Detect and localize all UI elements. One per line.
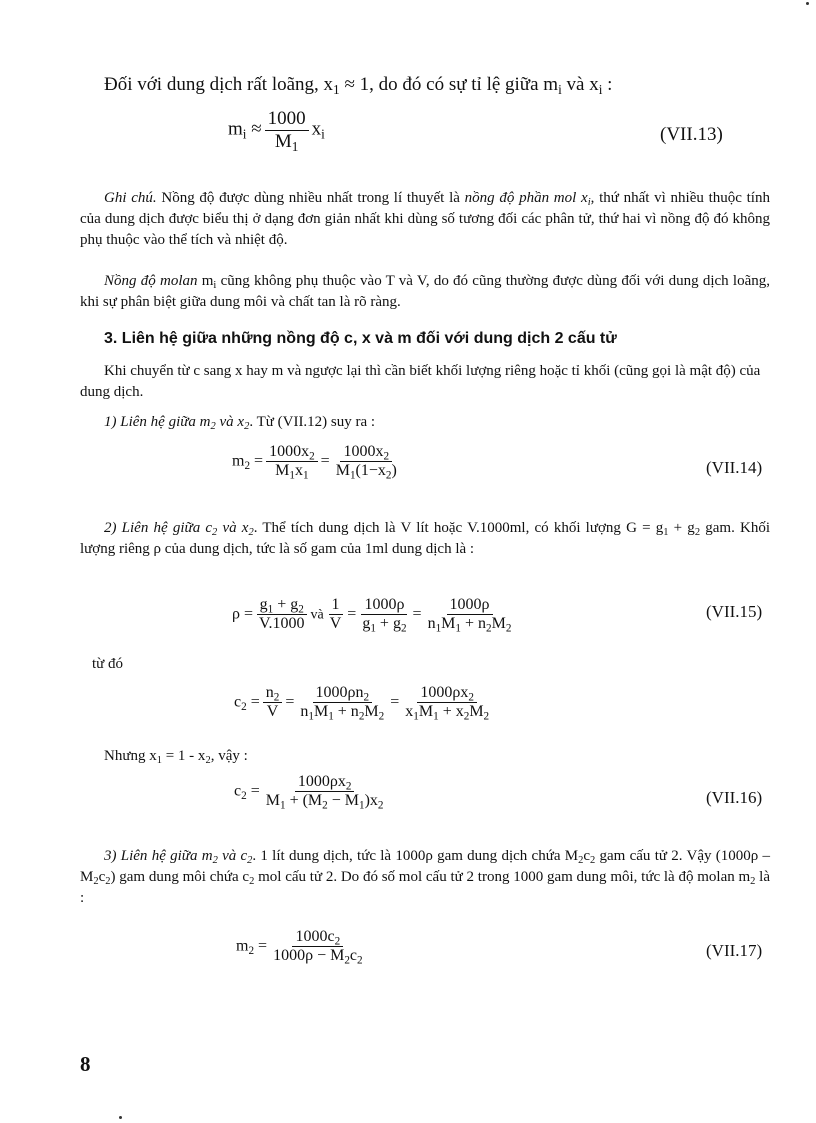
equation-label-vii-14: (VII.14) xyxy=(706,458,763,477)
equation-vii-17: $m_2$ = $\frac{1000c_2}{1000\rho - M_2c_2}$ xyxy=(236,928,363,967)
nhung-text: Nhưng $x_1 = 1 - x_2$, vậy : xyxy=(104,748,248,767)
equation-label-vii-17: (VII.17) xyxy=(706,941,763,960)
page-number: 8 xyxy=(80,1052,91,1076)
equation-label-vii-16: (VII.16) xyxy=(706,788,763,807)
molal-paragraph: Nồng độ molan $m_i$ cũng không phụ thuộc vào T và V, do đó cũng thường được dùng đối với dung dịch loãng, khi sự phân biệt giữa dung môi và chất tan là rõ ràng. xyxy=(80,273,771,310)
scan-speck xyxy=(806,2,809,5)
equation-label-vii-13: (VII.13) xyxy=(660,124,723,145)
section-heading: 3. Liên hệ giữa những nồng độ c, x và m đối với dung dịch 2 cấu tử xyxy=(104,330,617,347)
tu-do-text: từ đó xyxy=(92,656,124,672)
equation-vii-15: ρ = $\frac{g_1 + g_2}{V.1000}$ và $\frac{1}{V}$ = $\frac{1000\rho}{g_1 + g_2}$ = $\frac{1000\rho}{n_1M_1 + n_2M_2}$ xyxy=(232,596,512,635)
equation-vii-16: $c_2$ = $\frac{1000\rho x_2}{M_1 + (M_2 - M_1)x_2}$ xyxy=(234,773,384,812)
equation-label-vii-15: (VII.15) xyxy=(706,602,763,621)
note-paragraph: Ghi chú. Nồng độ được dùng nhiều nhất trong lí thuyết là nồng độ phần mol $x_i$, thứ nhất vì nhiều thuộc tính của dung dịch được biểu thị ở dạng đơn giản nhất khi dùng số tương đối các phân tử, thứ hai vì nồng độ đó không phụ thuộc vào thể tích và nhiệt độ. xyxy=(80,190,770,248)
equation-vii-13: $m_i$ ≈ $\frac{1000}{M_1}$ $x_i$ xyxy=(228,108,325,154)
section-paragraph: Khi chuyển từ c sang x hay m và ngược lại thì cần biết khối lượng riêng hoặc tỉ khối (cũng gọi là mật độ) của dung dịch. xyxy=(80,363,761,400)
equation-vii-15-and: và xyxy=(310,607,324,623)
item-3-text: 3) Liên hệ giữa $m_2$ và $c_2$. 1 lít dung dịch, tức là 1000ρ gam dung dịch chứa $M_2c_2$ gam cấu tử 2. Vậy $(1000\rho - M_2c_2)$ gam dung môi chứa $c_2$ mol cấu tử 2. Do đó số mol cấu tử 2 trong 1000 gam dung môi, tức là độ molan $m_2$ là : xyxy=(80,848,770,906)
equation-c2: $c_2$ = $\frac{n_2}{V}$ = $\frac{1000\rho n_2}{n_1M_1 + n_2M_2}$ = $\frac{1000\rho x_2}{x_1M_1 + x_2M_2}$ xyxy=(234,684,490,723)
intro-line: Đối với dung dịch rất loãng, $x_1 \approx 1$, do đó có sự tỉ lệ giữa $m_i$ và $x_i$ : xyxy=(104,74,613,97)
item-2-text: 2) Liên hệ giữa $c_2$ và $x_2$. Thể tích dung dịch là V lít hoặc V.1000ml, có khối lượng $G = g_1 + g_2$ gam. Khối lượng riêng ρ của dung dịch, tức là số gam của 1ml dung dịch là : xyxy=(80,520,770,557)
scan-speck xyxy=(119,1116,122,1119)
item-1-text: 1) Liên hệ giữa $m_2$ và $x_2$. Từ (VII.12) suy ra : xyxy=(104,414,376,433)
equation-vii-14: $m_2$ = $\frac{1000x_2}{M_1x_1}$ = $\frac{1000x_2}{M_1(1-x_2)}$ xyxy=(232,443,397,482)
